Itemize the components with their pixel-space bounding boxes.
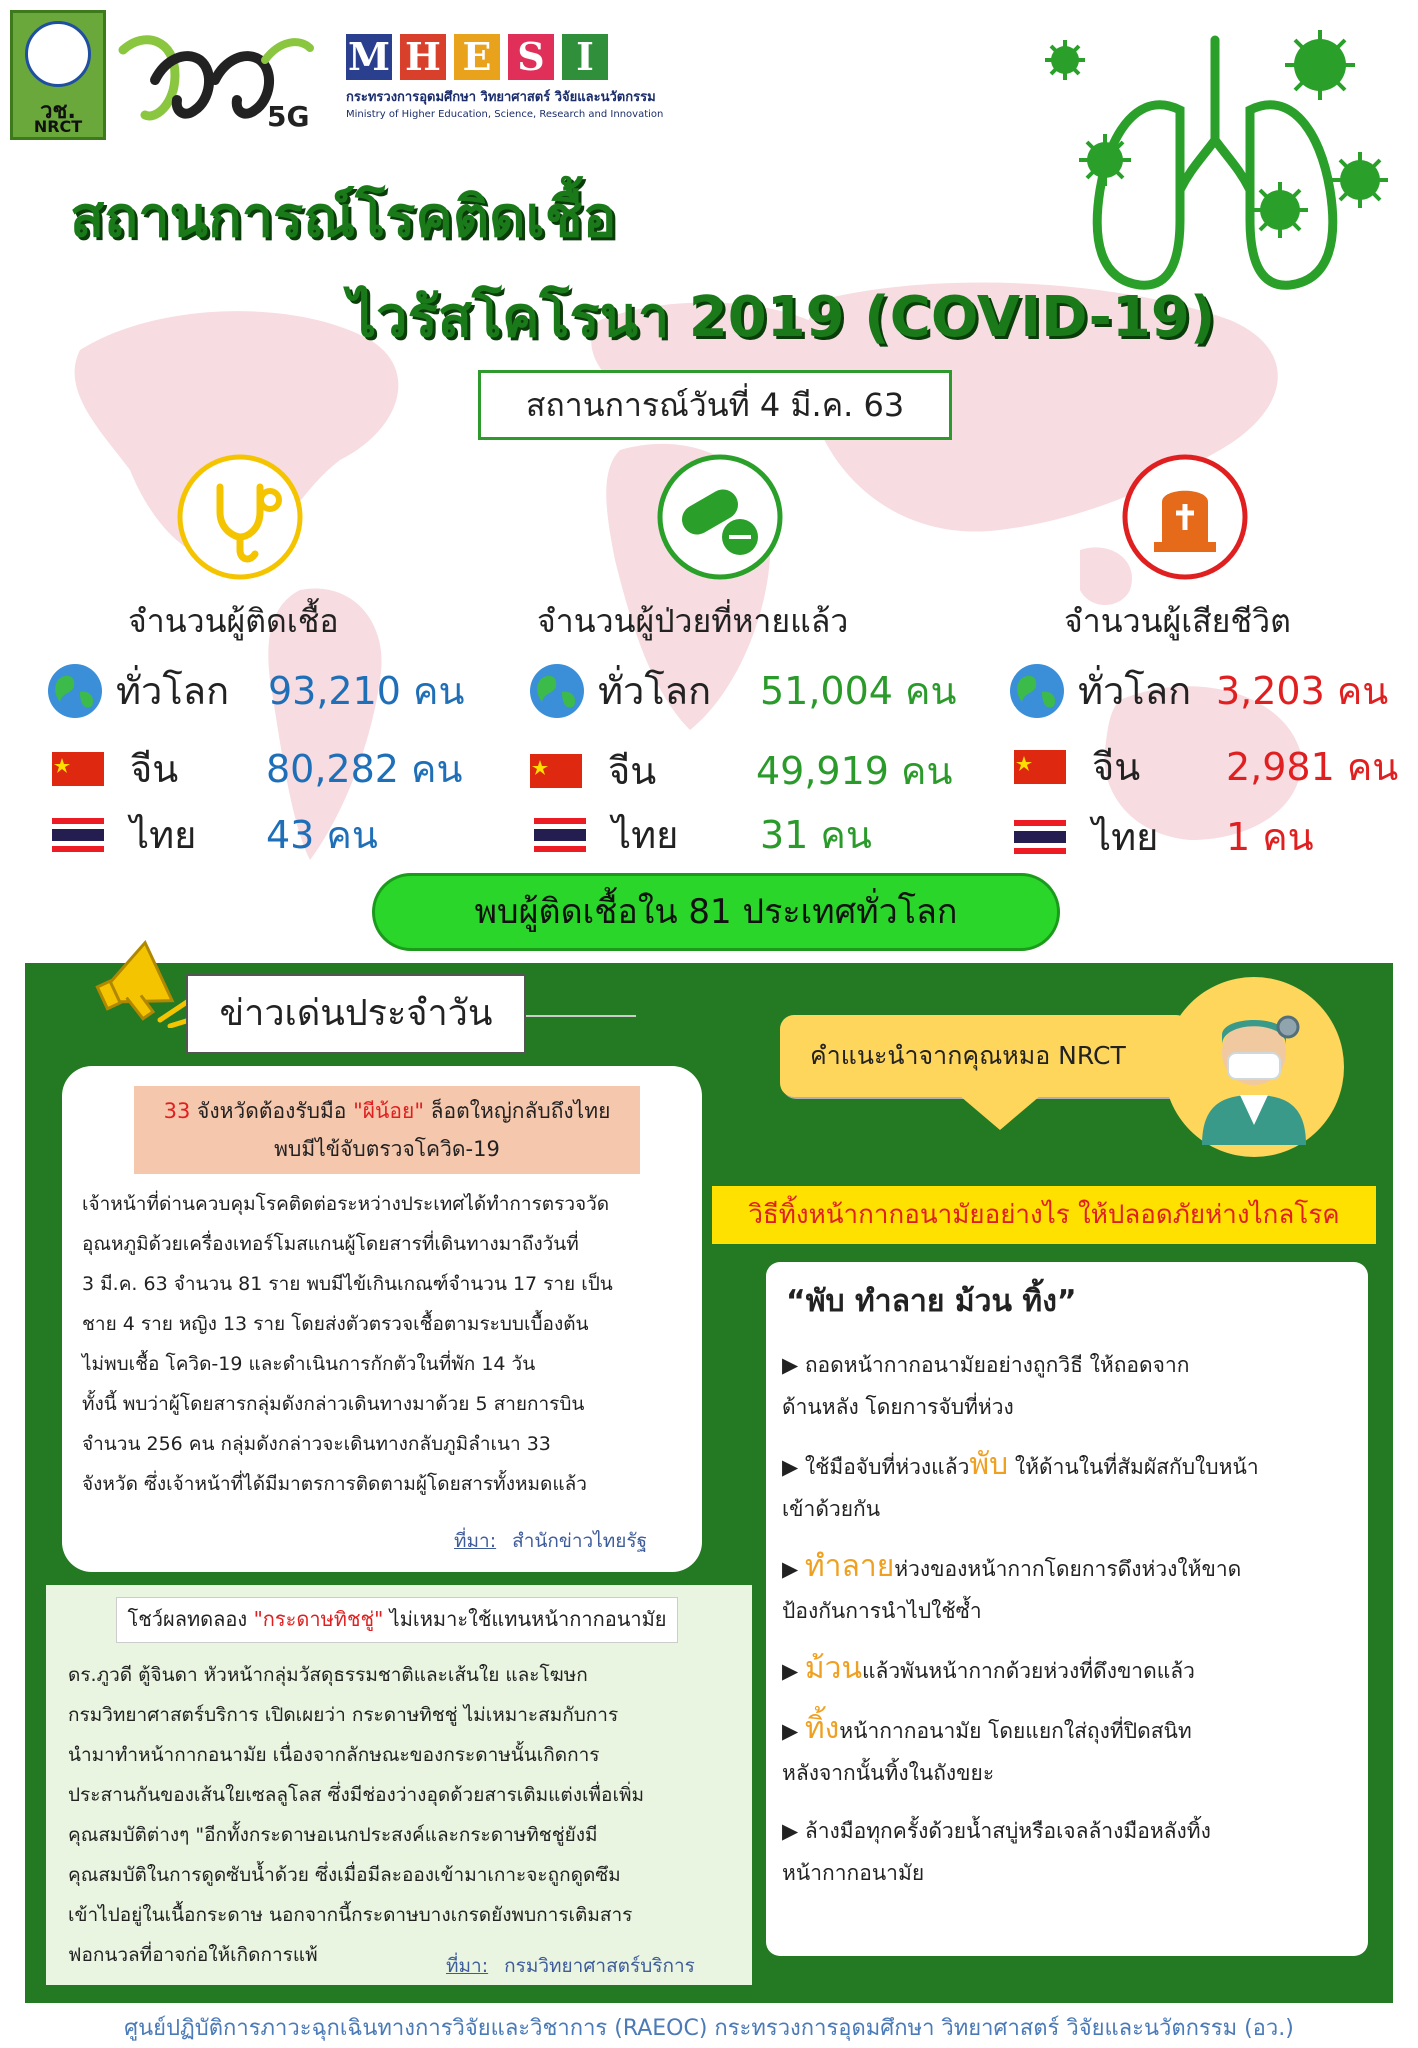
headline-text-b: ไม่เหมาะใช้แทนหน้ากากอนามัย <box>383 1607 667 1631</box>
thailand-label: ไทย <box>130 813 197 857</box>
page-title-line1: สถานการณ์โรคติดเชื้อ <box>70 185 617 250</box>
recovered-title: จำนวนผู้ป่วยที่หายแล้ว <box>537 602 849 640</box>
tombstone-icon <box>1120 452 1250 582</box>
nrct-seal-icon <box>25 21 91 87</box>
news-card-2-headline <box>116 1597 678 1643</box>
tip-text2: หน้ากากอนามัย <box>782 1861 925 1885</box>
nrct-logo-en: NRCT <box>33 117 83 136</box>
china-label: จีน <box>1092 745 1141 789</box>
countries-banner: พบผู้ติดเชื้อใน 81 ประเทศทั่วโลก <box>372 873 1060 951</box>
thailand-label: ไทย <box>612 813 679 857</box>
news-title-divider <box>526 1015 636 1017</box>
globe-icon <box>46 662 104 720</box>
tip-text2: ด้านหลัง โดยการจับที่ห่วง <box>782 1395 1014 1419</box>
globe-icon <box>1008 662 1066 720</box>
china-flag-icon <box>530 754 582 788</box>
body-line: ประสานกันของเส้นใยเซลลูโลส ซึ่งมีช่องว่างอุดด้วยสารเติมแต่งเพื่อเพิ่ม <box>68 1784 644 1806</box>
arrow-right-icon: ▶ <box>782 1353 799 1377</box>
mhesi-letter: E <box>454 34 500 80</box>
tip-text: ให้ด้านในที่สัมผัสกับใบหน้า <box>1008 1455 1259 1479</box>
tip-keyword: ม้วน <box>804 1651 862 1686</box>
china-label: จีน <box>130 747 179 791</box>
pill-icon <box>655 452 785 582</box>
mask-tips-heading: “พับ ทำลาย ม้วน ทิ้ง” <box>786 1284 1077 1319</box>
source-label: ที่มา: <box>454 1530 497 1552</box>
deaths-world-value: 3,203 คน <box>1216 669 1389 713</box>
body-line: คุณสมบัติต่างๆ "อีกทั้งกระดาษอเนกประสงค์และกระดาษทิชชู่ยังมี <box>68 1824 598 1846</box>
arrow-right-icon: ▶ <box>782 1455 799 1479</box>
infected-china-row <box>52 738 462 799</box>
deaths-china-row <box>1014 736 1398 797</box>
body-line: ฟอกนวลที่อาจก่อให้เกิดการแพ้ <box>68 1944 318 1966</box>
tip-keyword: ทำลาย <box>804 1549 895 1584</box>
stethoscope-icon <box>175 452 305 582</box>
headline-quote: "ผีน้อย" <box>353 1099 424 1123</box>
thailand-flag-icon <box>534 818 586 852</box>
news-card-1-body <box>82 1184 692 1504</box>
tip-keyword: ทิ้ง <box>804 1711 840 1746</box>
infected-china-value: 80,282 คน <box>266 747 463 791</box>
thailand-flag-icon <box>1014 820 1066 854</box>
arrow-right-icon: ▶ <box>782 1719 799 1743</box>
doctor-advice-bubble-tail <box>960 1096 1040 1130</box>
headline-line2: พบมีไข้จับตรวจโควิด-19 <box>274 1137 500 1161</box>
world-label: ทั่วโลก <box>1078 669 1192 713</box>
china-flag-icon <box>52 752 104 786</box>
body-line: ดร.ภูวดี ตู้จินดา หัวหน้ากลุ่มวัสดุธรรมชาติและเส้นใย และโฆษก <box>68 1664 588 1686</box>
headline-text-a: จังหวัดต้องรับมือ <box>190 1099 354 1123</box>
tip-text: หน้ากากอนามัย โดยแยกใส่ถุงที่ปิดสนิท <box>839 1719 1192 1743</box>
news-card-1-source[interactable] <box>454 1526 647 1556</box>
tip-text: ถอดหน้ากากอนามัยอย่างถูกวิธี ให้ถอดจาก <box>804 1353 1190 1377</box>
deaths-thailand-row <box>1014 806 1314 867</box>
body-line: ทั้งนี้ พบว่าผู้โดยสารกลุ่มดังกล่าวเดินทางมาด้วย 5 สายการบิน <box>82 1393 585 1415</box>
tip-item <box>782 1708 1362 1794</box>
tip-text: ห่วงของหน้ากากโดยการดึงห่วงให้ขาด <box>894 1557 1242 1581</box>
headline-number: 33 <box>163 1099 191 1123</box>
tip-text: แล้วพันหน้ากากด้วยห่วงที่ดึงขาดแล้ว <box>861 1659 1195 1683</box>
news-card-1 <box>62 1066 702 1572</box>
deaths-thailand-value: 1 คน <box>1226 815 1314 859</box>
thailand-flag-icon <box>52 818 104 852</box>
nrct-logo <box>10 10 106 140</box>
deaths-china-value: 2,981 คน <box>1226 745 1399 789</box>
ministry-name-th: กระทรวงการอุดมศึกษา วิทยาศาสตร์ วิจัยและนวัตกรรม <box>346 90 656 105</box>
body-line: อุณหภูมิด้วยเครื่องเทอร์โมสแกนผู้โดยสารที่เดินทางมาถึงวันที่ <box>82 1233 579 1255</box>
globe-icon <box>528 662 586 720</box>
mhesi-letters <box>346 34 663 80</box>
infected-world-row <box>46 660 464 721</box>
mhesi-letter: H <box>400 34 446 80</box>
tip-text: ล้างมือทุกครั้งด้วยน้ำสบู่หรือเจลล้างมือหลังทิ้ง <box>804 1819 1211 1843</box>
recovered-world-value: 51,004 คน <box>760 669 957 713</box>
body-line: ไม่พบเชื้อ โควิด-19 และดำเนินการกักตัวในที่พัก 14 วัน <box>82 1353 536 1375</box>
infected-thailand-value: 43 คน <box>266 813 378 857</box>
headline-quote: "กระดาษทิชชู่" <box>253 1607 384 1631</box>
body-line: 3 มี.ค. 63 จำนวน 81 ราย พบมีไข้เกินเกณฑ์จำนวน 17 ราย เป็น <box>82 1273 613 1295</box>
page-title-line2: ไวรัสโคโรนา 2019 (COVID-19) <box>348 285 1216 350</box>
tip-pre: ใช้มือจับที่ห่วงแล้ว <box>804 1455 970 1479</box>
mhesi-letter: M <box>347 34 391 79</box>
megaphone-icon <box>90 928 200 1028</box>
tip-item <box>782 1648 1362 1692</box>
recovered-thailand-row <box>534 804 872 865</box>
news-card-2 <box>46 1585 752 1985</box>
recovered-china-value: 49,919 คน <box>756 749 953 793</box>
tip-keyword: พับ <box>969 1447 1009 1482</box>
recovered-china-row <box>530 740 952 801</box>
source-label: ที่มา: <box>446 1955 489 1977</box>
deaths-world-row <box>1008 660 1388 721</box>
news-card-2-body <box>68 1655 738 1975</box>
situation-date: สถานการณ์วันที่ 4 มี.ค. 63 <box>478 370 952 440</box>
headline-text-a: โชว์ผลทดลอง <box>127 1607 254 1631</box>
thailand-label: ไทย <box>1092 815 1159 859</box>
doctor-icon <box>1162 975 1347 1160</box>
tip-text2: เข้าด้วยกัน <box>782 1497 881 1521</box>
infected-world-value: 93,210 คน <box>268 669 465 713</box>
deaths-title: จำนวนผู้เสียชีวิต <box>1064 602 1291 640</box>
body-line: เข้าไปอยู่ในเนื้อกระดาษ นอกจากนี้กระดาษบางเกรดยังพบการเติมสาร <box>68 1904 633 1926</box>
tip-item <box>782 1810 1362 1894</box>
body-line: คุณสมบัติในการดูดซับน้ำด้วย ซึ่งเมื่อมีละอองเข้ามาเกาะจะถูกดูดซึม <box>68 1864 621 1886</box>
tip-item <box>782 1344 1362 1428</box>
5g-logo-text: 5G <box>267 100 310 133</box>
world-label: ทั่วโลก <box>116 669 230 713</box>
tip-item <box>782 1444 1362 1530</box>
body-line: ชาย 4 ราย หญิง 13 ราย โดยส่งตัวตรวจเชื้อตามระบบเบื้องต้น <box>82 1313 589 1335</box>
source-name: สำนักข่าวไทยรัฐ <box>512 1530 648 1552</box>
tip-text2: ป้องกันการนำไปใช้ซ้ำ <box>782 1599 982 1623</box>
footer-credit: ศูนย์ปฏิบัติการภาวะฉุกเฉินทางการวิจัยและวิชาการ (RAEOC) กระทรวงการอุดมศึกษา วิทยาศาสตร์ วิจัยและนวัตกรรม (อว.) <box>124 2016 1294 2041</box>
tip-item <box>782 1546 1362 1632</box>
world-label: ทั่วโลก <box>598 669 712 713</box>
tip-text2: หลังจากนั้นทิ้งในถังขยะ <box>782 1761 995 1785</box>
news-card-2-source[interactable] <box>446 1951 695 1981</box>
5g-logo <box>115 20 325 135</box>
body-line: กรมวิทยาศาสตร์บริการ เปิดเผยว่า กระดาษทิชชู่ ไม่เหมาะสมกับการ <box>68 1704 619 1726</box>
mhesi-letter: S <box>508 34 554 80</box>
body-line: จังหวัด ซึ่งเจ้าหน้าที่ได้มีมาตรการติดตามผู้โดยสารทั้งหมดแล้ว <box>82 1473 587 1495</box>
arrow-right-icon: ▶ <box>782 1659 799 1683</box>
body-line: เจ้าหน้าที่ด่านควบคุมโรคติดต่อระหว่างประเทศได้ทำการตรวจวัด <box>82 1193 610 1215</box>
infected-thailand-row <box>52 804 378 865</box>
mhesi-logo <box>346 34 663 120</box>
arrow-right-icon: ▶ <box>782 1819 799 1843</box>
nrct-logo-th: วช. <box>40 99 76 124</box>
news-section-title: ข่าวเด่นประจำวัน <box>186 974 526 1054</box>
china-flag-icon <box>1014 750 1066 784</box>
headline-text-b: ล็อตใหญ่กลับถึงไทย <box>424 1099 611 1123</box>
doctor-advice-bubble: คำแนะนำจากคุณหมอ NRCT <box>780 1015 1190 1097</box>
mask-disposal-banner: วิธีทิ้งหน้ากากอนามัยอย่างไร ให้ปลอดภัยห่างไกลโรค <box>712 1186 1376 1244</box>
mask-tips-list <box>782 1344 1362 1910</box>
china-label: จีน <box>608 749 657 793</box>
recovered-thailand-value: 31 คน <box>760 813 872 857</box>
body-line: จำนวน 256 คน กลุ่มดังกล่าวจะเดินทางกลับภูมิลำเนา 33 <box>82 1433 551 1455</box>
infected-title: จำนวนผู้ติดเชื้อ <box>128 602 339 640</box>
news-card-1-headline <box>134 1086 640 1174</box>
ministry-name-en: Ministry of Higher Education, Science, Research and Innovation <box>346 109 664 120</box>
source-name: กรมวิทยาศาสตร์บริการ <box>504 1955 695 1977</box>
mask-tips-card <box>766 1262 1368 1956</box>
body-line: นำมาทำหน้ากากอนามัย เนื่องจากลักษณะของกระดาษนั้นเกิดการ <box>68 1744 600 1766</box>
recovered-world-row <box>528 660 956 721</box>
mhesi-letter: I <box>562 34 608 80</box>
arrow-right-icon: ▶ <box>782 1557 799 1581</box>
